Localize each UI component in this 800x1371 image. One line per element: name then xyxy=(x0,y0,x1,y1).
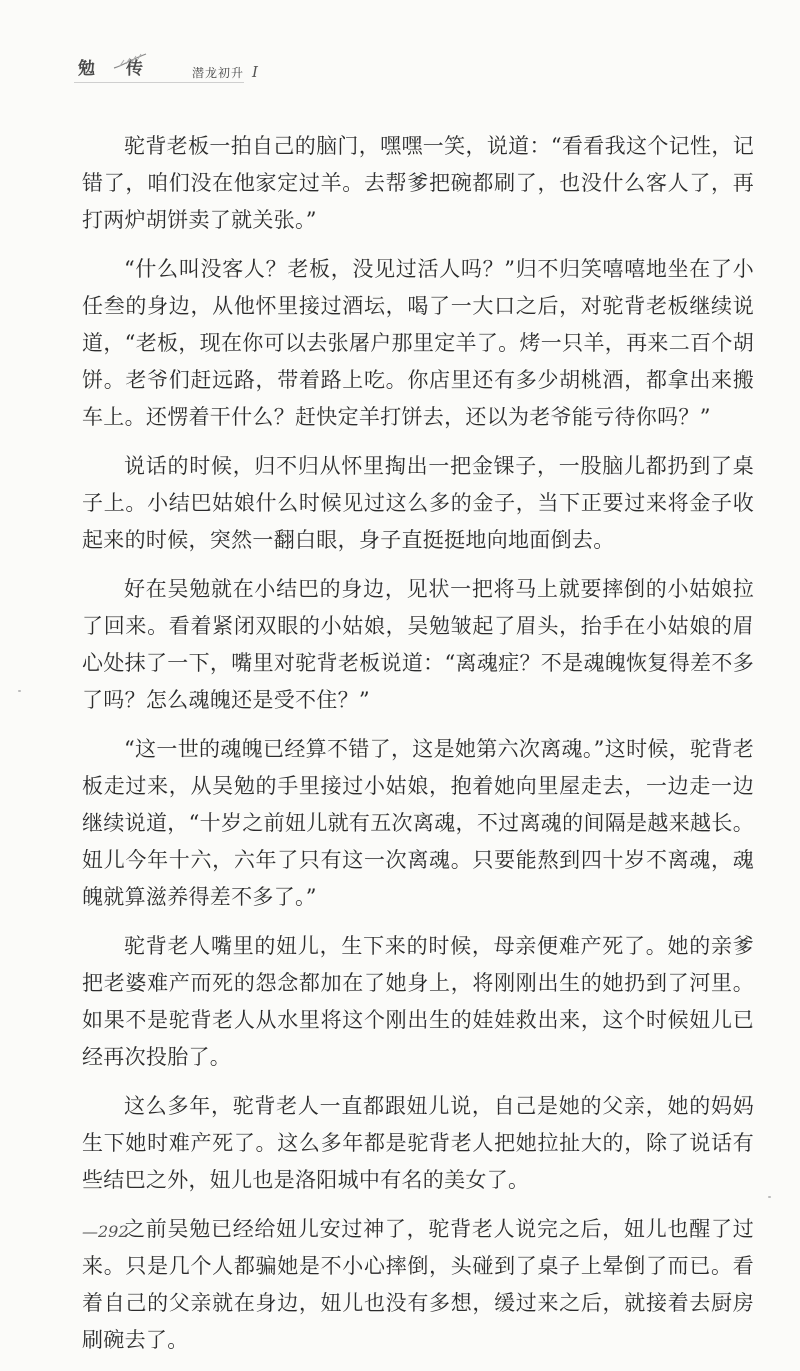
paragraph: 驼背老人嘴里的妞儿，生下来的时候，母亲便难产死了。她的亲爹把老婆难产而死的怨念都加在了她身上，将刚刚出生的她扔到了河里。如果不是驼背老人从水里将这个刚出生的娃娃救出来，这个时候妞儿已经再次投胎了。 xyxy=(82,934,754,1069)
feather-ornament-icon xyxy=(112,52,148,72)
scan-speck xyxy=(18,690,21,692)
book-title-char-1: 勉 xyxy=(78,59,96,79)
body-text xyxy=(82,128,754,1371)
header-rule xyxy=(74,82,244,83)
volume-number: I xyxy=(252,63,258,81)
paragraph: 好在吴勉就在小结巴的身边，见状一把将马上就要摔倒的小姑娘拉了回来。看着紧闭双眼的小姑娘，吴勉皱起了眉头，抬手在小姑娘的眉心处抹了一下，嘴里对驼背老板说道：“离魂症？不是魂魄恢复得差不多了吗？怎么魂魄还是受不住？” xyxy=(82,577,754,712)
book-title-char-2: 传 xyxy=(126,59,144,79)
book-subtitle: 潜龙初升 xyxy=(192,66,245,80)
paragraph: 说话的时候，归不归从怀里掏出一把金锞子，一股脑儿都扔到了桌子上。小结巴姑娘什么时候见过这么多的金子，当下正要过来将金子收起来的时候，突然一翻白眼，身子直挺挺地向地面倒去。 xyxy=(82,454,754,552)
page-number: —292 xyxy=(82,1222,129,1241)
paragraph: “这一世的魂魄已经算不错了，这是她第六次离魂。”这时候，驼背老板走过来，从吴勉的手里接过小姑娘，抱着她向里屋走去，一边走一边继续说道，“十岁之前妞儿就有五次离魂，不过离魂的间隔是越来越长。妞儿今年十六，六年了只有这一次离魂。只要能熬到四十岁不离魂，魂魄就算滋养得差不多了。” xyxy=(82,737,754,909)
paragraph: 之前吴勉已经给妞儿安过神了，驼背老人说完之后，妞儿也醒了过来。只是几个人都骗她是不小心摔倒，头碰到了桌子上晕倒了而已。看着自己的父亲就在身边，妞儿也没有多想，缓过来之后，就接着去厨房刷碗去了。 xyxy=(82,1217,754,1352)
paragraph: “什么叫没客人？老板，没见过活人吗？”归不归笑嘻嘻地坐在了小任叁的身边，从他怀里接过酒坛，喝了一大口之后，对驼背老板继续说道，“老板，现在你可以去张屠户那里定羊了。烤一只羊，再来二百个胡饼。老爷们赶远路，带着路上吃。你店里还有多少胡桃酒，都拿出来搬车上。还愣着干什么？赶快定羊打饼去，还以为老爷能亏待你吗？” xyxy=(82,257,754,429)
paragraph: 这么多年，驼背老人一直都跟妞儿说，自己是她的父亲，她的妈妈生下她时难产死了。这么多年都是驼背老人把她拉扯大的，除了说话有些结巴之外，妞儿也是洛阳城中有名的美女了。 xyxy=(82,1094,754,1192)
paragraph: 驼背老板一拍自己的脑门，嘿嘿一笑，说道：“看看我这个记性，记错了，咱们没在他家定过羊。去帮爹把碗都刷了，也没什么客人了，再打两炉胡饼卖了就关张。” xyxy=(82,134,754,232)
running-header xyxy=(52,44,352,88)
scan-speck xyxy=(768,1196,771,1198)
